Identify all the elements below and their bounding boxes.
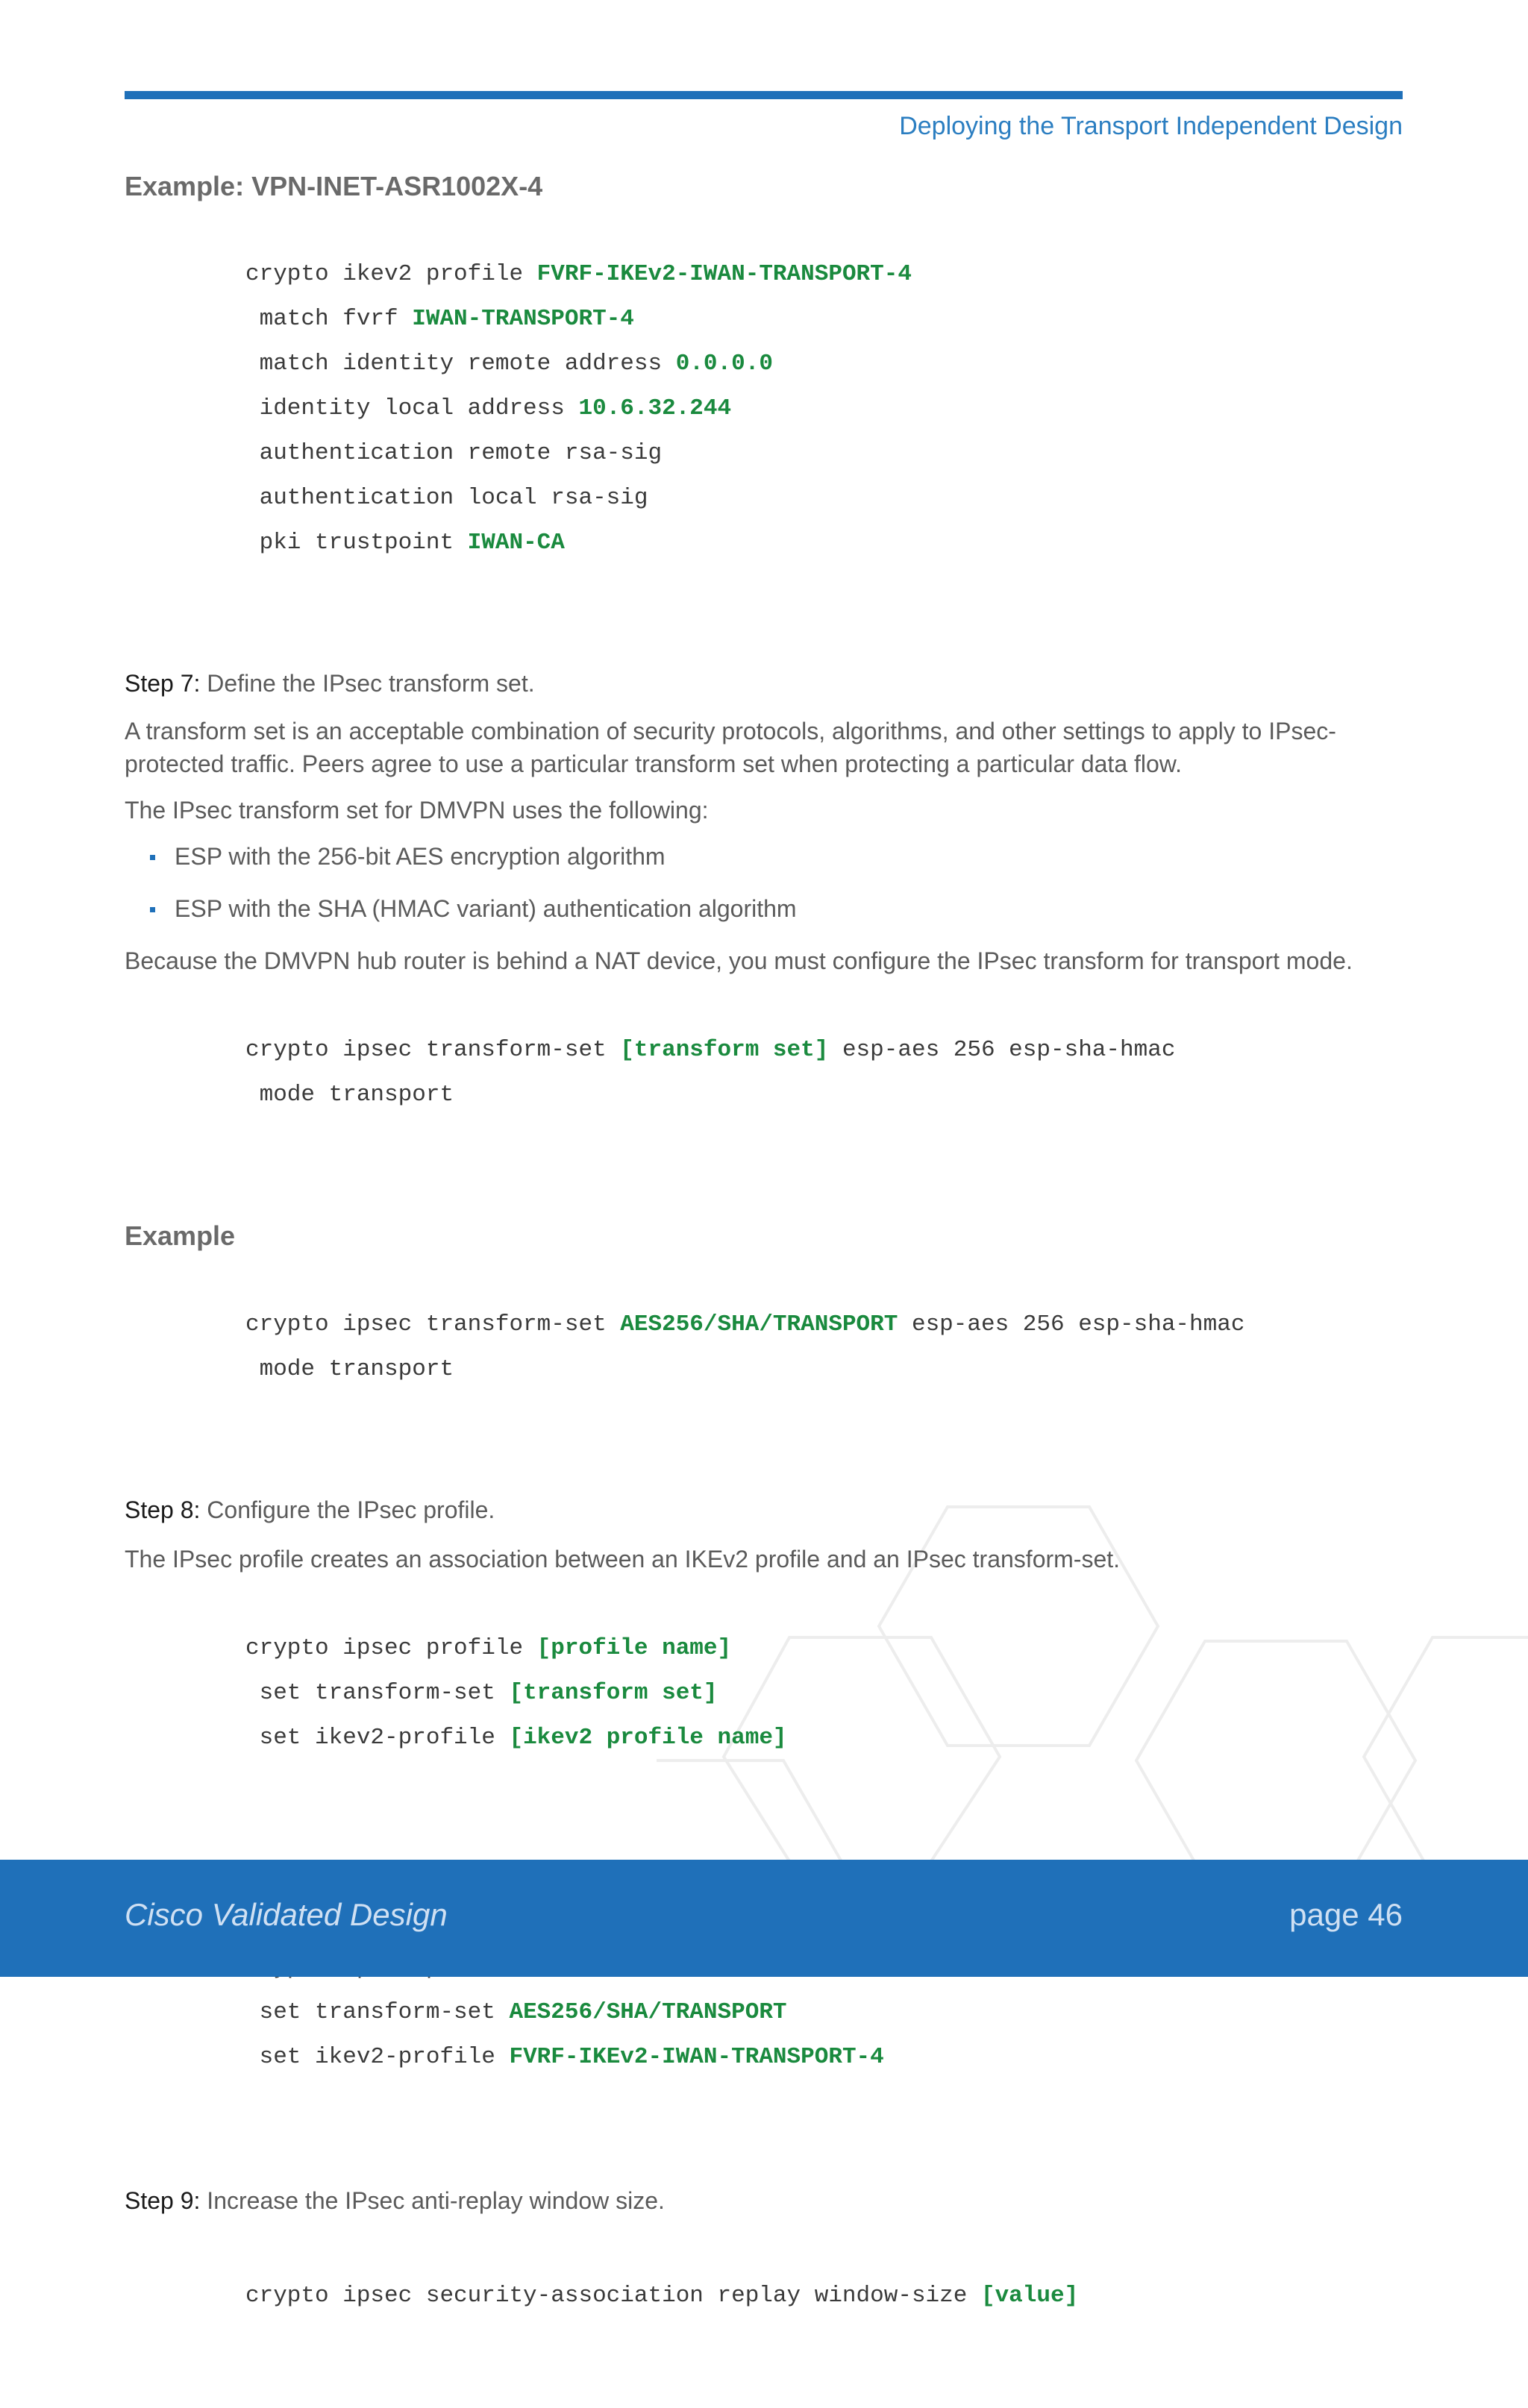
- code-line: match identity remote address 0.0.0.0: [245, 351, 773, 377]
- example-heading-vpn-inet: Example: VPN-INET-ASR1002X-4: [125, 171, 543, 201]
- code-block-replay-window: [245, 2229, 1403, 2408]
- step-text: Define the IPsec transform set.: [207, 670, 535, 697]
- code-line: crypto ikev2 profile FVRF-IKEv2-IWAN-TRANSPORT-4: [245, 261, 912, 287]
- code-block-ipsec-profile: [245, 1581, 1403, 1850]
- code-block-ikev2-profile: [245, 207, 1403, 655]
- code-line: authentication remote rsa-sig: [245, 440, 663, 466]
- code-line: set transform-set AES256/SHA/TRANSPORT: [245, 1999, 787, 2025]
- step-label: Step 7:: [125, 670, 201, 697]
- code-block-transform-set-example: [245, 1258, 1403, 1482]
- code-line: match fvrf IWAN-TRANSPORT-4: [245, 306, 634, 332]
- list-item: ESP with the SHA (HMAC variant) authentication algorithm: [125, 892, 1403, 925]
- code-line: crypto ipsec transform-set [transform set] esp-aes 256 esp-sha-hmac: [245, 1037, 1176, 1063]
- paragraph: The IPsec profile creates an association between an IKEv2 profile and an IPsec transform-set.: [125, 1546, 1121, 1573]
- code-line: crypto ipsec security-association replay window-size [value]: [245, 2283, 1079, 2309]
- bullet-icon: [150, 855, 155, 860]
- step-text: Configure the IPsec profile.: [207, 1496, 495, 1523]
- page-content: [125, 170, 1403, 2408]
- step-label: Step 8:: [125, 1496, 201, 1523]
- step-8: [125, 1492, 1403, 1528]
- code-line: set transform-set [transform set]: [245, 1680, 718, 1706]
- step-9: [125, 2183, 1403, 2219]
- bullet-list: [125, 840, 1403, 925]
- step-text: Increase the IPsec anti-replay window size.: [207, 2187, 665, 2214]
- footer-bar: [0, 1860, 1528, 1977]
- code-line: authentication local rsa-sig: [245, 485, 648, 511]
- paragraph: A transform set is an acceptable combination of security protocols, algorithms, and other settings to apply to IPsec-protected traffic. Peers agree to use a particular transform set when protecting a particular data flow.: [125, 718, 1336, 777]
- code-line: identity local address 10.6.32.244: [245, 395, 732, 421]
- example-heading: Example: [125, 1220, 236, 1251]
- code-line: set ikev2-profile FVRF-IKEv2-IWAN-TRANSPORT-4: [245, 2044, 884, 2070]
- code-line: mode transport: [245, 1082, 454, 1108]
- top-rule: [125, 91, 1403, 99]
- section-header: Deploying the Transport Independent Design: [899, 112, 1403, 140]
- code-line: mode transport: [245, 1356, 454, 1382]
- footer-brand: Cisco Validated Design: [125, 1897, 448, 1932]
- code-line: set ikev2-profile [ikev2 profile name]: [245, 1725, 787, 1751]
- code-block-transform-set: [245, 983, 1403, 1207]
- paragraph: The IPsec transform set for DMVPN uses the following:: [125, 797, 709, 824]
- paragraph: Because the DMVPN hub router is behind a NAT device, you must configure the IPsec transform for transport mode.: [125, 947, 1353, 974]
- step-label: Step 9:: [125, 2187, 201, 2214]
- bullet-icon: [150, 907, 155, 912]
- code-line: crypto ipsec transform-set AES256/SHA/TRANSPORT esp-aes 256 esp-sha-hmac: [245, 1311, 1245, 1338]
- step-7: [125, 665, 1403, 701]
- code-line: pki trustpoint IWAN-CA: [245, 530, 565, 556]
- list-item: ESP with the 256-bit AES encryption algorithm: [125, 840, 1403, 873]
- page-number: page 46: [1289, 1897, 1403, 1932]
- code-line: crypto ipsec profile [profile name]: [245, 1635, 732, 1661]
